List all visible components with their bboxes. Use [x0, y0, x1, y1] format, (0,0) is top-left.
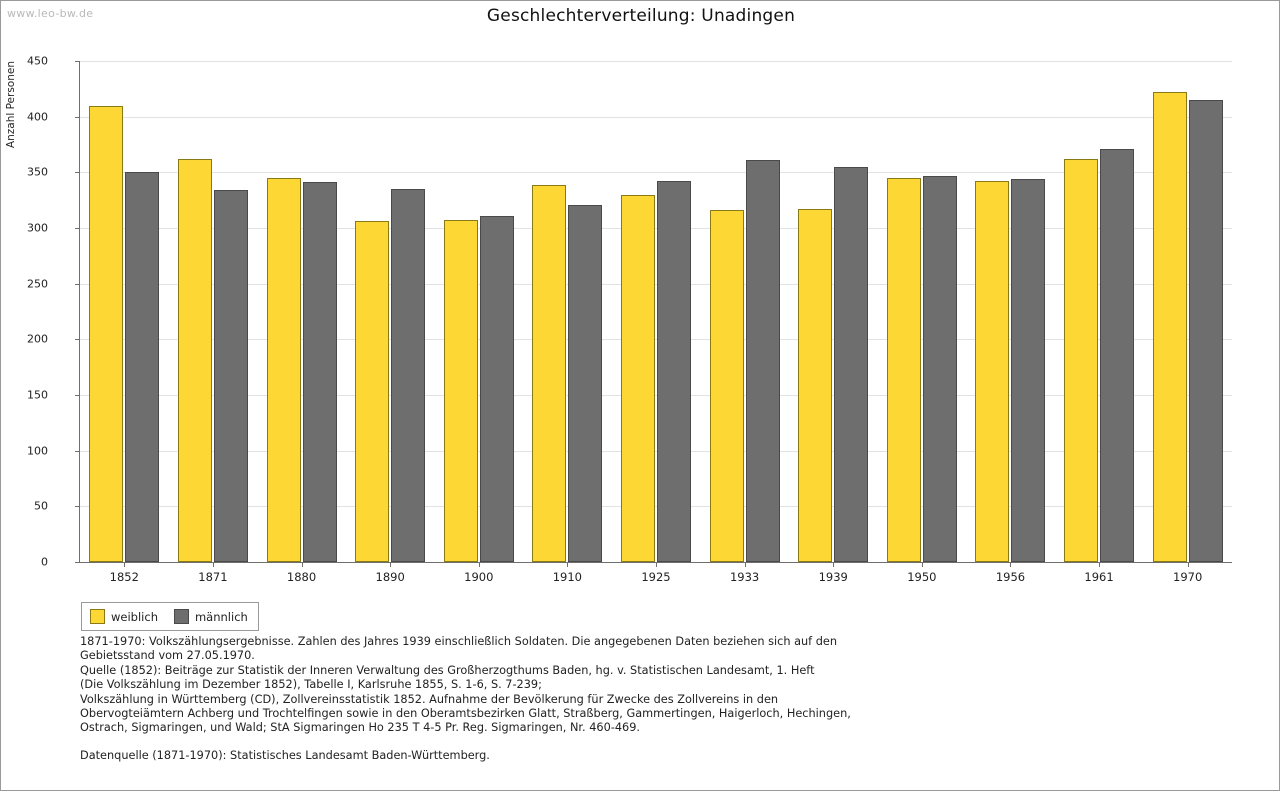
- bar-group: [1055, 61, 1144, 562]
- bar-group: [966, 61, 1055, 562]
- bar-männlich-1925: [657, 181, 691, 562]
- x-tick-label: 1970: [1173, 570, 1203, 584]
- bar-group: [789, 61, 878, 562]
- x-tick-mark: [1010, 562, 1011, 567]
- x-tick-label: 1852: [109, 570, 139, 584]
- x-tick-label: 1900: [464, 570, 494, 584]
- x-tick-mark: [213, 562, 214, 567]
- x-tick-label: 1939: [818, 570, 848, 584]
- x-tick-mark: [745, 562, 746, 567]
- x-tick-mark: [390, 562, 391, 567]
- bar-weiblich-1852: [89, 106, 123, 562]
- y-tick-label: 400: [27, 110, 48, 124]
- legend-item-maennlich: [174, 609, 248, 624]
- legend-item-weiblich: [90, 609, 158, 624]
- x-tick-mark: [567, 562, 568, 567]
- chart-title: Geschlechterverteilung: Unadingen: [486, 6, 796, 26]
- bar-weiblich-1961: [1064, 159, 1098, 562]
- bar-weiblich-1925: [621, 195, 655, 562]
- bar-group: [169, 61, 258, 562]
- bar-group: [346, 61, 435, 562]
- y-tick-label: 300: [27, 221, 48, 235]
- bar-group: [257, 61, 346, 562]
- bar-männlich-1910: [568, 205, 602, 562]
- x-tick-label: 1961: [1084, 570, 1114, 584]
- bar-weiblich-1900: [444, 220, 478, 562]
- x-tick-label: 1925: [641, 570, 671, 584]
- note-line: Ostrach, Sigmaringen, und Wald; StA Sigmaringen Ho 235 T 4-5 Pr. Reg. Sigmaringen, Nr. 460-469.: [80, 721, 641, 735]
- bar-group: [700, 61, 789, 562]
- bar-group: [80, 61, 169, 562]
- bar-group: [612, 61, 701, 562]
- bar-männlich-1852: [125, 172, 159, 562]
- chart-legend: [81, 602, 259, 631]
- plot-area: [27, 54, 1232, 584]
- bar-männlich-1933: [746, 160, 780, 562]
- bar-männlich-1939: [834, 167, 868, 562]
- x-tick-label: 1871: [198, 570, 228, 584]
- y-tick-label: 150: [27, 388, 48, 402]
- note-line: Quelle (1852): Beiträge zur Statistik der Inneren Verwaltung des Großherzogthums Baden, hg. v. Statistischen Landesamt, 1. Heft: [80, 663, 815, 677]
- bar-group: [1143, 61, 1232, 562]
- x-tick-mark: [1099, 562, 1100, 567]
- bar-männlich-1900: [480, 216, 514, 562]
- legend-swatch-maennlich: [174, 609, 189, 624]
- y-axis-label: Anzahl Personen: [5, 61, 17, 149]
- y-tick-label: 450: [27, 54, 48, 68]
- x-tick-label: 1956: [995, 570, 1026, 584]
- note-line: Volkszählung in Württemberg (CD), Zollvereinsstatistik 1852. Aufnahme der Bevölkerung für Zwecke des Zollvereins in den: [80, 692, 779, 706]
- bar-weiblich-1939: [798, 209, 832, 562]
- bar-weiblich-1933: [710, 210, 744, 562]
- x-tick-mark: [302, 562, 303, 567]
- bar-weiblich-1956: [975, 181, 1009, 562]
- x-tick-mark: [479, 562, 480, 567]
- bar-weiblich-1871: [178, 159, 212, 562]
- x-tick-label: 1890: [375, 570, 405, 584]
- x-tick-mark: [656, 562, 657, 567]
- x-tick-label: 1933: [729, 570, 760, 584]
- legend-swatch-weiblich: [90, 609, 105, 624]
- x-tick-mark: [1188, 562, 1189, 567]
- note-line: 1871-1970: Volkszählungsergebnisse. Zahlen des Jahres 1939 einschließlich Soldaten. Die angegebenen Daten beziehen sich auf den: [80, 635, 838, 648]
- bar-männlich-1880: [303, 182, 337, 562]
- bar-männlich-1961: [1100, 149, 1134, 562]
- bar-männlich-1871: [214, 190, 248, 562]
- bar-weiblich-1970: [1153, 92, 1187, 562]
- note-line: Obervogteiämtern Achberg und Trochtelfingen sowie in den Oberamtsbezirken Glatt, Straßberg, Gammertingen, Haigerloch, Hechingen,: [80, 707, 851, 721]
- chart-notes: [80, 635, 1200, 763]
- note-line: Gebietsstand vom 27.05.1970.: [80, 649, 255, 663]
- y-tick-label: 350: [27, 165, 48, 179]
- x-tick-label: 1910: [552, 570, 583, 584]
- x-tick-label: 1950: [907, 570, 937, 584]
- bar-männlich-1890: [391, 189, 425, 562]
- y-tick-mark: [75, 562, 80, 563]
- y-tick-label: 200: [27, 332, 48, 346]
- bar-group: [878, 61, 967, 562]
- bar-männlich-1950: [923, 176, 957, 562]
- bar-männlich-1970: [1189, 100, 1223, 562]
- source-note: Datenquelle (1871-1970): Statistisches Landesamt Baden-Württemberg.: [80, 748, 490, 762]
- y-tick-label: 0: [41, 555, 48, 569]
- legend-label-weiblich: weiblich: [111, 609, 158, 624]
- notes-spacer: [80, 736, 1200, 749]
- bar-group: [434, 61, 523, 562]
- y-tick-label: 100: [27, 444, 48, 458]
- bar-weiblich-1950: [887, 178, 921, 562]
- x-tick-mark: [124, 562, 125, 567]
- bar-group: [523, 61, 612, 562]
- legend-label-maennlich: männlich: [194, 609, 248, 624]
- bar-weiblich-1890: [355, 221, 389, 562]
- x-tick-mark: [922, 562, 923, 567]
- x-tick-label: 1880: [286, 570, 317, 584]
- y-tick-label: 250: [27, 277, 48, 291]
- bar-männlich-1956: [1011, 179, 1045, 562]
- note-line: (Die Volkszählung im Dezember 1852), Tabelle I, Karlsruhe 1855, S. 1-6, S. 7-239;: [80, 678, 542, 692]
- bar-weiblich-1910: [532, 185, 566, 562]
- watermark-label: www.leo-bw.de: [7, 7, 94, 20]
- x-tick-mark: [833, 562, 834, 567]
- bar-weiblich-1880: [267, 178, 301, 562]
- y-tick-label: 50: [34, 499, 48, 513]
